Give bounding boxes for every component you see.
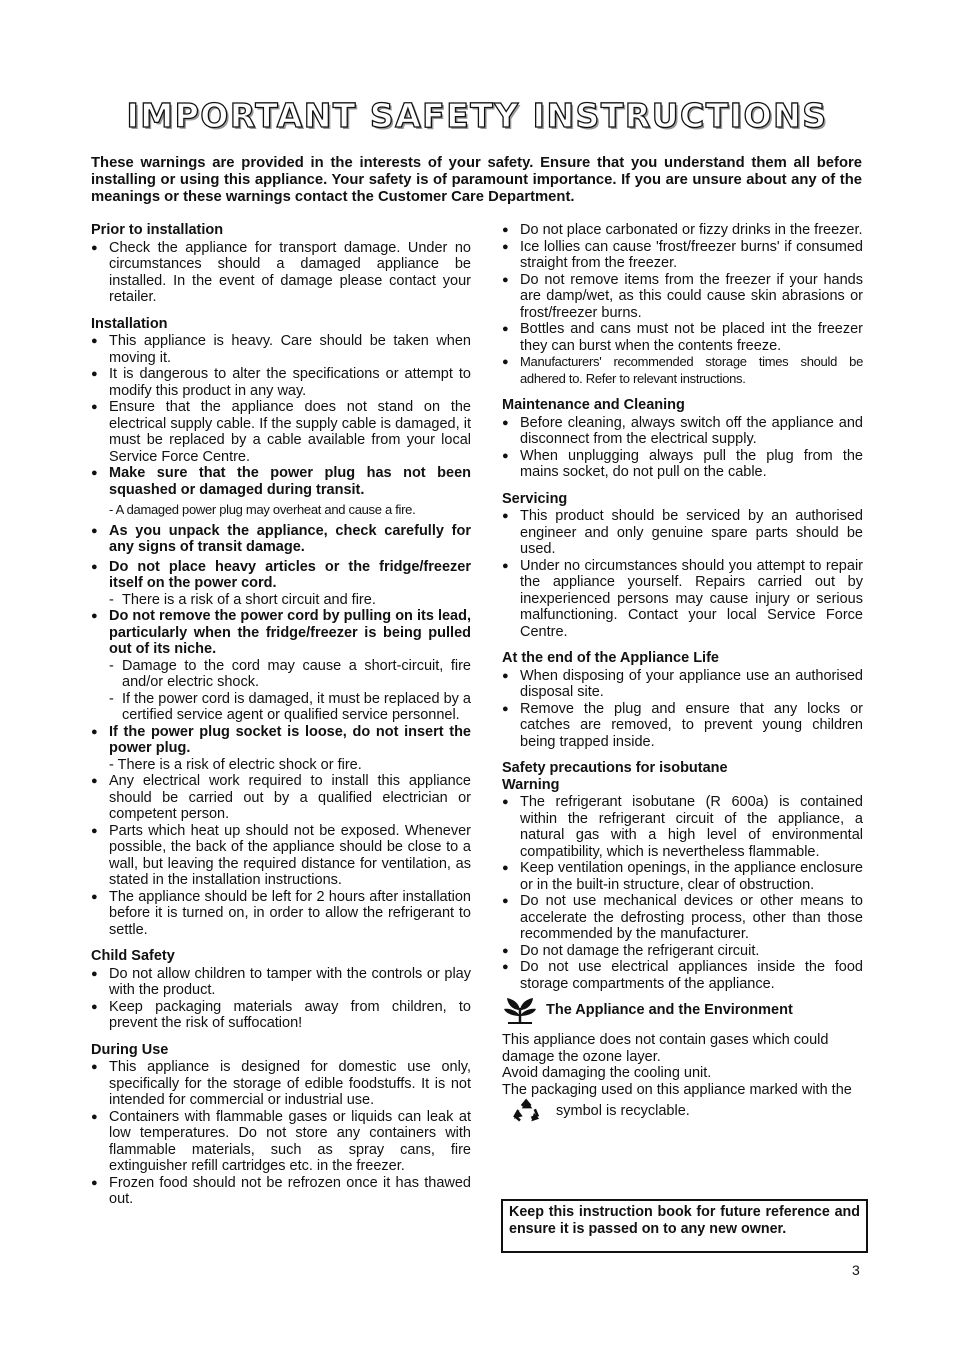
list-item: ● The refrigerant isobutane (R 600a) is contained within the refrigerant circuit of the appliance, a natural gas with a high level of environmental compatibility, which is nevertheless flammable. <box>502 794 863 860</box>
list-item: ● When unplugging always pull the plug from the mains socket, do not pull on the cable. <box>502 448 863 481</box>
section-heading-child-safety: Child Safety <box>91 948 175 964</box>
list-item: ● This appliance is designed for domestic use only, specifically for the storage of edible foodstuffs. It is not intended for commercial or industrial use. <box>91 1059 471 1109</box>
list-item: ● Parts which heat up should not be exposed. Whenever possible, the back of the appliance should be close to a wall, but leaving the required distance for ventilation, as stated in the installation instructions. <box>91 823 471 889</box>
environment-paragraph <box>502 1082 863 1125</box>
list-item-text: Do not remove the power cord by pulling on its lead, particularly when the fridge/freezer is being pulled out of its niche. <box>109 608 471 657</box>
isobutane-list <box>502 794 863 992</box>
list-item <box>91 724 471 774</box>
list-item: ● As you unpack the appliance, check carefully for any signs of transit damage. <box>91 523 471 556</box>
list-item <box>91 559 471 609</box>
end-of-life-list <box>502 668 863 751</box>
left-column <box>91 222 471 1208</box>
section-heading-during-use: During Use <box>91 1041 169 1058</box>
page-title: IMPORTANT SAFETY INSTRUCTIONS <box>126 96 828 135</box>
page-number: 3 <box>852 1262 860 1278</box>
recycle-icon <box>510 1098 544 1124</box>
environment-heading-row <box>502 996 863 1024</box>
list-item-note: - A damaged power plug may overheat and cause a fire. <box>109 502 416 517</box>
environment-paragraph: This appliance does not contain gases which could damage the ozone layer. <box>502 1032 829 1065</box>
section-heading-prior: Prior to installation <box>91 222 224 238</box>
list-item: ● Keep ventilation openings, in the appliance enclosure or in the built-in structure, clear of obstruction. <box>502 860 863 893</box>
list-item-note: - There is a risk of electric shock or fire. <box>109 756 362 773</box>
list-item: ● When disposing of your appliance use an authorised disposal site. <box>502 668 863 701</box>
list-item: ● Check the appliance for transport damage. Under no circumstances should a damaged appliance be installed. In the event of damage please contact your retailer. <box>91 240 471 306</box>
during-use-list-continued <box>502 222 863 387</box>
list-item <box>91 465 471 519</box>
maintenance-list <box>502 415 863 481</box>
list-item: ● Any electrical work required to install this appliance should be carried out by a qualified electrician or competent person. <box>91 773 471 823</box>
installation-list <box>91 333 471 938</box>
list-item-note: - Damage to the cord may cause a short-circuit, fire and/or electric shock. <box>109 658 471 691</box>
section-heading-installation: Installation <box>91 315 168 332</box>
list-item-text: If the power plug socket is loose, do not insert the power plug. <box>109 723 471 756</box>
list-item: ● Do not allow children to tamper with the controls or play with the product. <box>91 966 471 999</box>
list-item: ● It is dangerous to alter the specifications or attempt to modify this product in any way. <box>91 366 471 399</box>
list-item: ● Manufacturers' recommended storage times should be adhered to. Refer to relevant instructions. <box>502 354 863 387</box>
list-item-note: - There is a risk of a short circuit and fire. <box>109 592 471 609</box>
list-item: ● Keep packaging materials away from children, to prevent the risk of suffocation! <box>91 999 471 1032</box>
list-item: ● Ensure that the appliance does not stand on the electrical supply cable. If the supply cable is damaged, it must be replaced by a cable available from your local Service Force Centre. <box>91 399 471 465</box>
keep-instructions-notice: Keep this instruction book for future reference and ensure it is passed on to any new owner. <box>501 1199 868 1253</box>
list-item: ● The appliance should be left for 2 hours after installation before it is turned on, in order to allow the refrigerant to settle. <box>91 889 471 939</box>
section-heading-isobutane: Safety precautions for isobutane <box>502 760 728 776</box>
list-item: ● Containers with flammable gases or liquids can leak at low temperatures. Do not store any containers with flammable materials, such as spray cans, fire extinguisher refill cartridges etc. in the freezer. <box>91 1109 471 1175</box>
section-heading-servicing: Servicing <box>502 490 568 507</box>
during-use-list <box>91 1059 471 1208</box>
prior-list <box>91 240 471 306</box>
right-column <box>502 222 863 1124</box>
section-heading-end-of-life: At the end of the Appliance Life <box>502 650 719 666</box>
list-item-text: Make sure that the power plug has not been squashed or damaged during transit. <box>109 465 471 498</box>
list-item: ● Do not remove items from the freezer if your hands are damp/wet, as this could cause skin abrasions or frost/freezer burns. <box>502 272 863 322</box>
list-item-text: Do not place heavy articles or the fridge/freezer itself on the power cord. <box>109 558 471 591</box>
recyclable-text-end: symbol is recyclable. <box>556 1102 690 1119</box>
list-item: ● Frozen food should not be refrozen once it has thawed out. <box>91 1175 471 1208</box>
list-item: ● Ice lollies can cause 'frost/freezer burns' if consumed straight from the freezer. <box>502 239 863 272</box>
list-item: ● Before cleaning, always switch off the appliance and disconnect from the electrical supply. <box>502 415 863 448</box>
list-item: ● Do not use electrical appliances inside the food storage compartments of the appliance. <box>502 959 863 992</box>
list-item <box>91 608 471 724</box>
list-item: ● Do not place carbonated or fizzy drinks in the freezer. <box>502 222 863 239</box>
section-heading-maintenance: Maintenance and Cleaning <box>502 397 685 413</box>
list-item: ● Do not damage the refrigerant circuit. <box>502 943 863 960</box>
section-subheading-warning: Warning <box>502 776 560 793</box>
child-safety-list <box>91 966 471 1032</box>
list-item: ● Under no circumstances should you attempt to repair the appliance yourself. Repairs carried out by inexperienced persons may cause injury or serious malfunctioning. Contact your local Service Force Centre. <box>502 558 863 641</box>
plant-icon <box>502 996 538 1024</box>
environment-heading: The Appliance and the Environment <box>546 1001 793 1018</box>
servicing-list <box>502 508 863 640</box>
list-item: ● This appliance is heavy. Care should be taken when moving it. <box>91 333 471 366</box>
list-item-note: - If the power cord is damaged, it must be replaced by a certified service agent or qualified service personnel. <box>109 691 471 724</box>
intro-warning: These warnings are provided in the interests of your safety. Ensure that you understand them all before installing or using this appliance. Your safety is of paramount importance. If you are unsure about any of the meanings or these warnings contact the Customer Care Department. <box>91 155 862 205</box>
list-item: ● This product should be serviced by an authorised engineer and only genuine spare parts should be used. <box>502 508 863 558</box>
list-item: ● Do not use mechanical devices or other means to accelerate the defrosting process, other than those recommended by the manufacturer. <box>502 893 863 943</box>
recyclable-text-start: The packaging used on this appliance marked with the <box>502 1081 852 1098</box>
environment-paragraph: Avoid damaging the cooling unit. <box>502 1065 712 1081</box>
list-item: ● Remove the plug and ensure that any locks or catches are removed, to prevent young children being trapped inside. <box>502 701 863 751</box>
list-item: ● Bottles and cans must not be placed int the freezer they can burst when the contents freeze. <box>502 321 863 354</box>
